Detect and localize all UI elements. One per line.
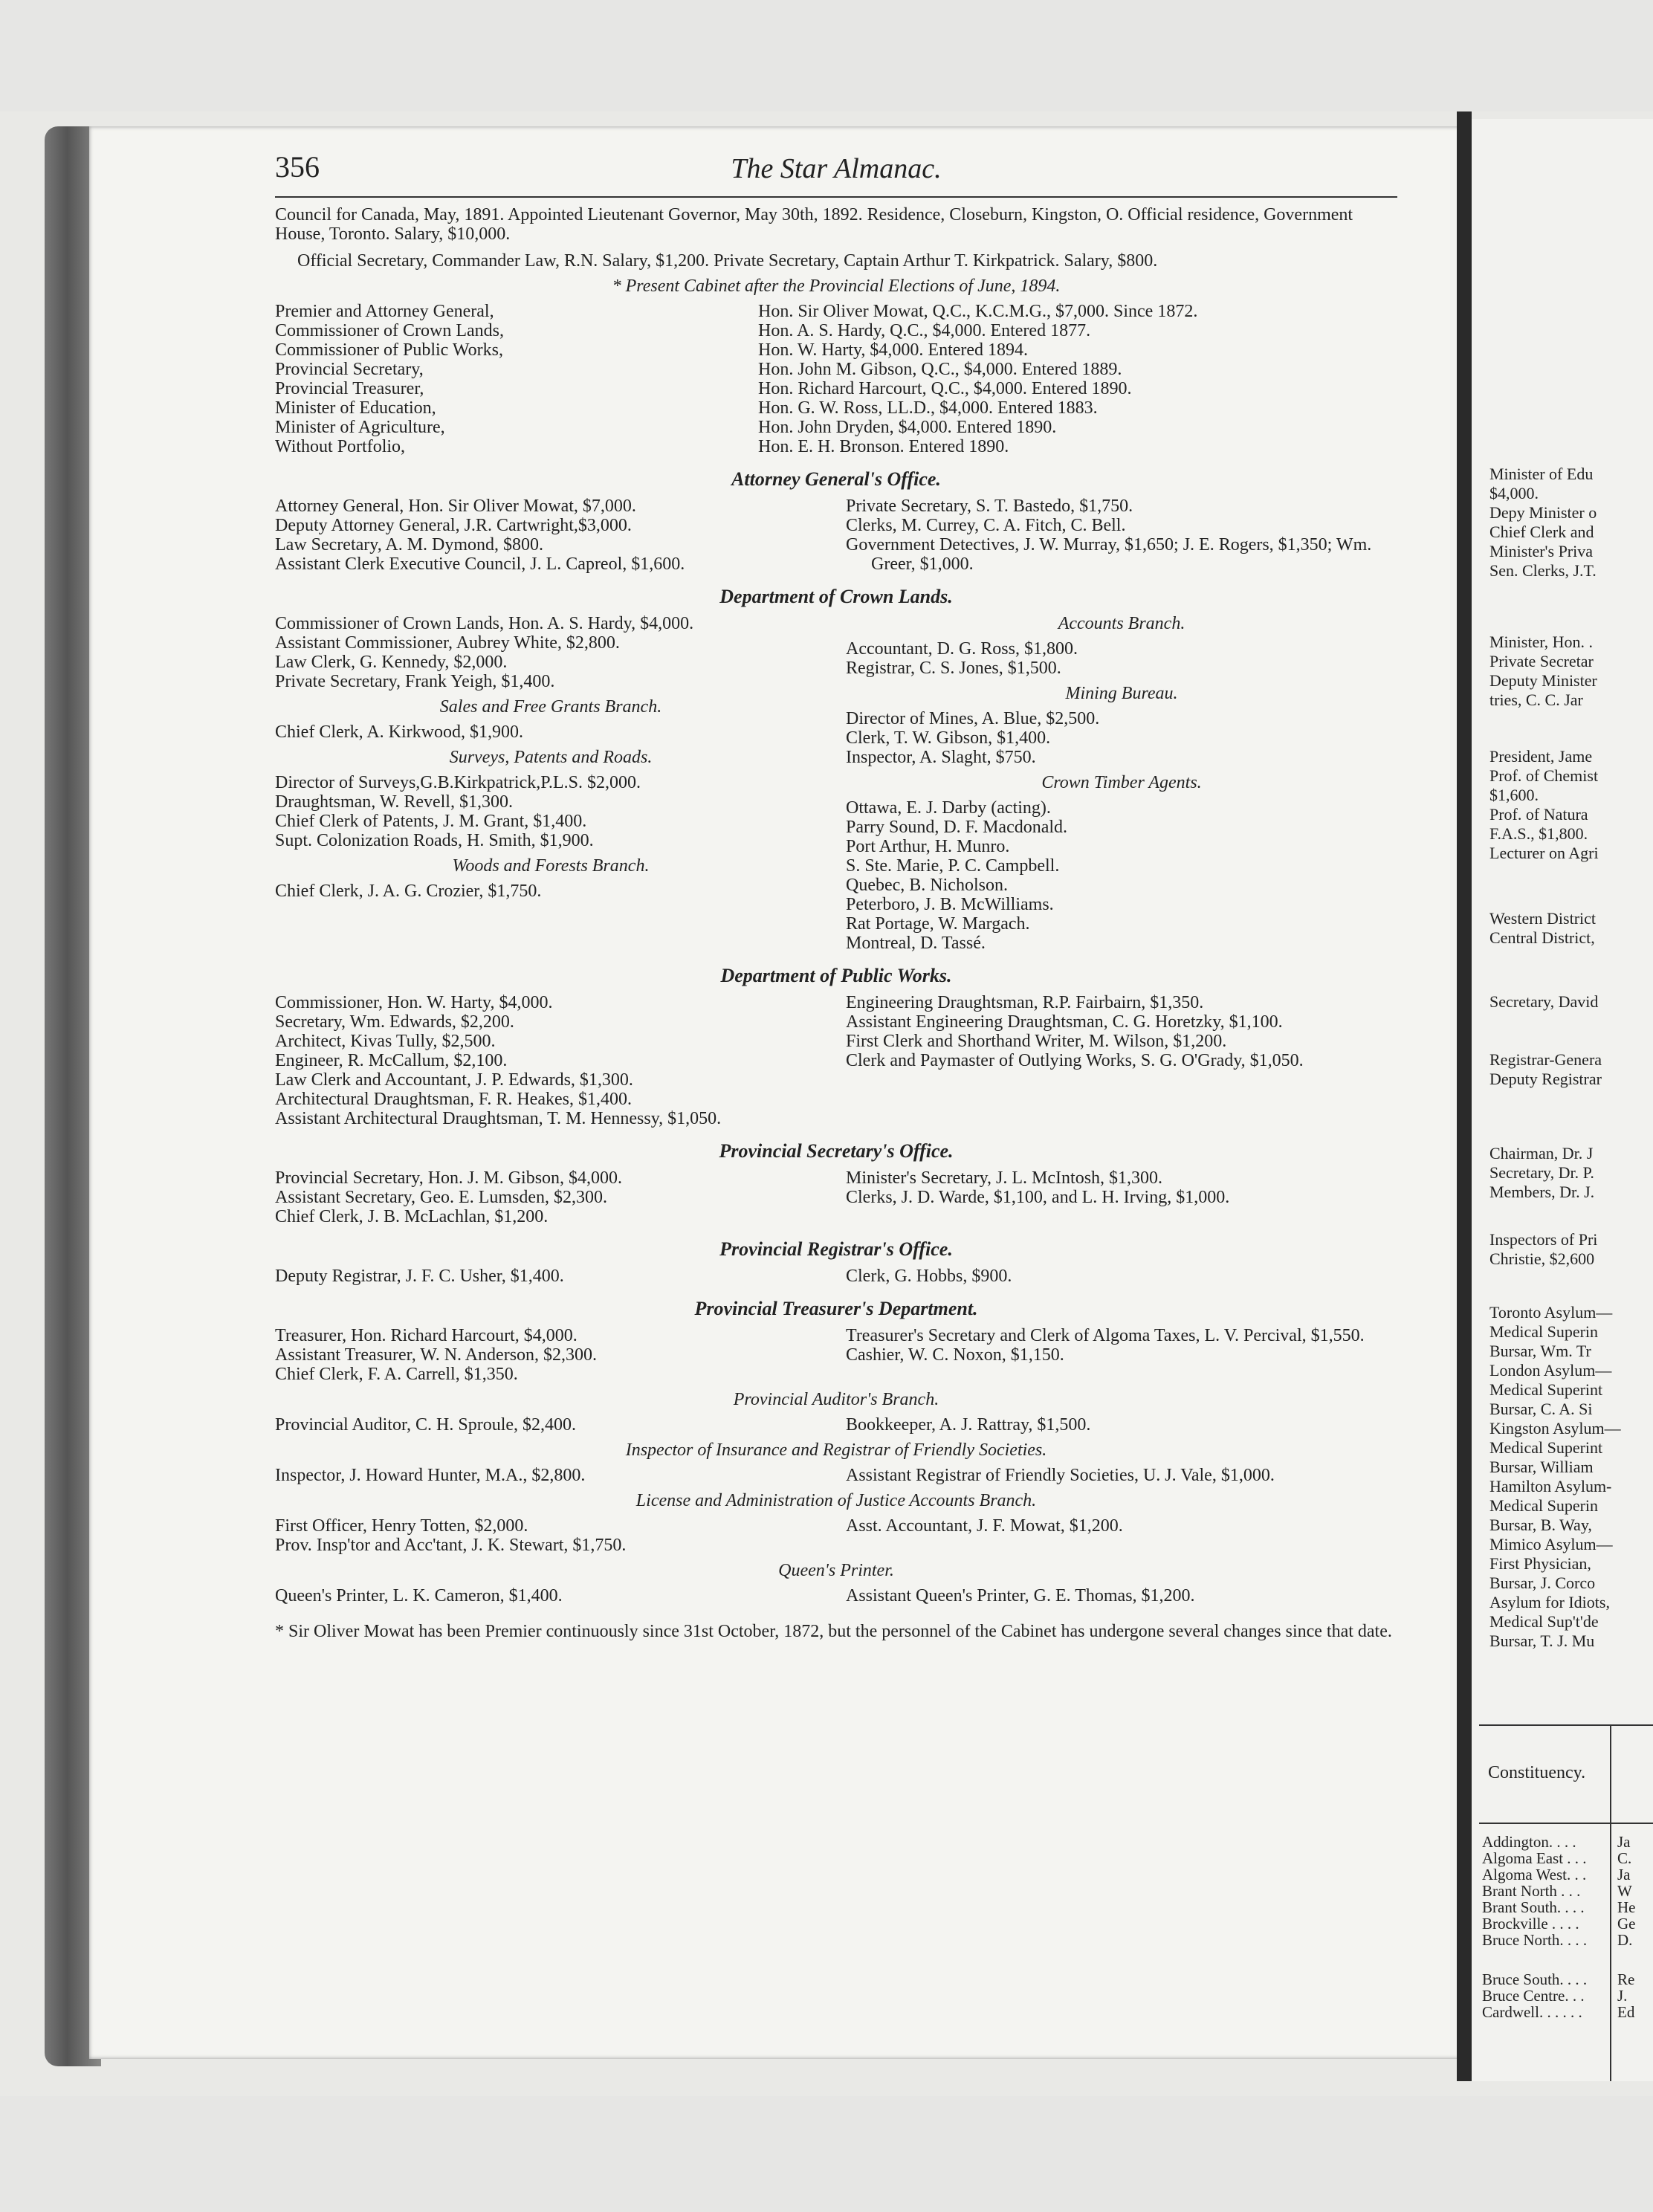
entry-line: S. Ste. Marie, P. C. Campbell. [846, 856, 1060, 876]
right-page-line: Private Secretar [1489, 652, 1594, 670]
right-page-line: Members, Dr. J. [1489, 1183, 1595, 1201]
right-page-line: $1,600. [1489, 786, 1539, 804]
cabinet-row [275, 418, 1397, 437]
entry-line: Quebec, B. Nicholson. [846, 876, 1008, 895]
cabinet-row [275, 321, 1397, 340]
constituency-name: Algoma West. . . [1482, 1866, 1587, 1883]
right-page-line: Toronto Asylum— [1489, 1303, 1613, 1322]
right-page-line: Secretary, David [1489, 992, 1599, 1011]
entry-line: Asst. Accountant, J. F. Mowat, $1,200. [846, 1516, 1123, 1536]
entry-line: Assistant Commissioner, Aubrey White, $2,800. [275, 633, 620, 653]
entry-line: Director of Surveys,G.B.Kirkpatrick,P.L.S. $2,000. [275, 773, 641, 792]
cabinet-row [275, 360, 1397, 379]
accounts-branch-list [846, 639, 1397, 678]
cabinet-holder: Hon. Sir Oliver Mowat, Q.C., K.C.M.G., $7,000. Since 1872. [758, 302, 1198, 321]
timber-agents-title: Crown Timber Agents. [1041, 773, 1202, 792]
right-page-line: Registrar-Genera [1489, 1050, 1602, 1069]
right-page-line: Prof. of Natura [1489, 805, 1588, 824]
right-page-line: Medical Superint [1489, 1438, 1603, 1457]
entry-line: Deputy Registrar, J. F. C. Usher, $1,400. [275, 1267, 564, 1286]
entry-line: Commissioner of Crown Lands, Hon. A. S. Hardy, $4,000. [275, 614, 694, 633]
page-content [275, 149, 1397, 1659]
constituency-name: Bruce Centre. . . [1482, 1987, 1585, 2005]
treasurer-right-col [846, 1326, 1397, 1384]
scan-background-top [0, 0, 1653, 111]
constituency-name: Cardwell. . . . . . [1482, 2003, 1582, 2021]
treasurer-section [275, 1326, 1397, 1384]
entry-line: Assistant Registrar of Friendly Societies, U. J. Vale, $1,000. [846, 1466, 1275, 1485]
entry-line: Clerks, J. D. Warde, $1,100, and L. H. Irving, $1,000. [846, 1188, 1230, 1207]
cabinet-holder: Hon. E. H. Bronson. Entered 1890. [758, 437, 1009, 456]
right-page-line: Mimico Asylum— [1489, 1535, 1613, 1553]
constituency-member: Ge [1617, 1915, 1636, 1933]
right-page-line: Bursar, C. A. Si [1489, 1400, 1593, 1418]
entry-line: Chief Clerk, A. Kirkwood, $1,900. [275, 722, 523, 742]
right-page-fragment [1472, 119, 1653, 2081]
right-page-line: Hamilton Asylum- [1489, 1477, 1612, 1495]
entry-line: Chief Clerk, J. B. McLachlan, $1,200. [275, 1207, 549, 1226]
cabinet-row [275, 379, 1397, 398]
scan-background-bottom [0, 2096, 1653, 2212]
entry-line: Private Secretary, Frank Yeigh, $1,400. [275, 672, 555, 691]
insurance-section [275, 1466, 1397, 1485]
entry-line: Rat Portage, W. Margach. [846, 914, 1030, 934]
entry-line: Bookkeeper, A. J. Rattray, $1,500. [846, 1415, 1091, 1435]
page-header [275, 149, 1397, 198]
cabinet-office: Commissioner of Public Works, [275, 340, 503, 360]
constituency-name: Brant North . . . [1482, 1882, 1581, 1900]
entry-line: Assistant Engineering Draughtsman, C. G. Horetzky, $1,100. [846, 1012, 1283, 1032]
entry-line: Deputy Attorney General, J.R. Cartwright,$3,000. [275, 516, 632, 535]
constituency-name: Bruce North. . . . [1482, 1931, 1588, 1949]
right-page-line: Medical Superint [1489, 1380, 1603, 1399]
auditor-left-col [275, 1415, 826, 1435]
section-title-treasurer: Provincial Treasurer's Department. [694, 1298, 978, 1319]
printer-right-col [846, 1586, 1397, 1605]
cabinet-holder: Hon. A. S. Hardy, Q.C., $4,000. Entered 1877. [758, 321, 1091, 340]
entry-line: Director of Mines, A. Blue, $2,500. [846, 709, 1100, 728]
prov-secretary-left-col [275, 1168, 826, 1226]
entry-line: Assistant Queen's Printer, G. E. Thomas, $1,200. [846, 1586, 1195, 1605]
accounts-branch-title: Accounts Branch. [1058, 614, 1185, 633]
right-page-line: Central District, [1489, 928, 1595, 947]
license-section [275, 1516, 1397, 1555]
entry-line: Cashier, W. C. Noxon, $1,150. [846, 1345, 1064, 1365]
entry-line: Inspector, J. Howard Hunter, M.A., $2,800. [275, 1466, 586, 1485]
right-page-line: London Asylum— [1489, 1361, 1612, 1380]
entry-line: Draughtsman, W. Revell, $1,300. [275, 792, 513, 812]
entry-line: Assistant Treasurer, W. N. Anderson, $2,300. [275, 1345, 598, 1365]
right-page-line: Minister, Hon. . [1489, 633, 1594, 651]
right-page-line: Prof. of Chemist [1489, 766, 1599, 785]
entry-line: Attorney General, Hon. Sir Oliver Mowat, $7,000. [275, 497, 636, 516]
right-page-line: Inspectors of Pri [1489, 1230, 1598, 1249]
entry-line: Government Detectives, J. W. Murray, $1,650; J. E. Rogers, $1,350; Wm. Greer, $1,000. [846, 535, 1372, 574]
constituency-member: Ja [1617, 1866, 1631, 1883]
entry-line: Treasurer's Secretary and Clerk of Algoma Taxes, L. V. Percival, $1,550. [846, 1326, 1365, 1345]
entry-line: Assistant Architectural Draughtsman, T. M. Hennessy, $1,050. [275, 1109, 722, 1128]
running-title: The Star Almanac. [731, 153, 942, 184]
section-title-insurance: Inspector of Insurance and Registrar of Friendly Societies. [625, 1440, 1047, 1460]
mining-bureau-title: Mining Bureau. [1065, 684, 1178, 703]
table-column-rule [1610, 1726, 1611, 2081]
entry-line: Assistant Secretary, Geo. E. Lumsden, $2,300. [275, 1188, 608, 1207]
right-page-line: Medical Superin [1489, 1322, 1599, 1341]
entry-line: First Officer, Henry Totten, $2,000. [275, 1516, 528, 1536]
entry-line: Provincial Secretary, Hon. J. M. Gibson, $4,000. [275, 1168, 623, 1188]
cabinet-office: Commissioner of Crown Lands, [275, 321, 504, 340]
entry-line: Clerks, M. Currey, C. A. Fitch, C. Bell. [846, 516, 1126, 535]
entry-line: Chief Clerk, J. A. G. Crozier, $1,750. [275, 882, 542, 901]
crown-lands-left-col [275, 614, 826, 953]
footnote: * Sir Oliver Mowat has been Premier continuously since 31st October, 1872, but the personnel of the Cabinet has undergone several changes since that date. [275, 1622, 1392, 1641]
right-page-line: Chairman, Dr. J [1489, 1144, 1594, 1162]
entry-line: Chief Clerk, F. A. Carrell, $1,350. [275, 1365, 518, 1384]
constituency-name: Addington. . . . [1482, 1833, 1576, 1851]
entry-line: Engineer, R. McCallum, $2,100. [275, 1051, 508, 1070]
intro-paragraph-1: Council for Canada, May, 1891. Appointed Lieutenant Governor, May 30th, 1892. Residence, Closeburn, Kingston, O. Official residence, Government House, Toronto. Salary, $10,000. [275, 205, 1353, 244]
cabinet-row [275, 398, 1397, 418]
cabinet-holder: Hon. John M. Gibson, Q.C., $4,000. Entered 1889. [758, 360, 1122, 379]
entry-line: Ottawa, E. J. Darby (acting). [846, 798, 1051, 818]
right-page-line: Medical Sup't'de [1489, 1612, 1599, 1631]
entry-line: Provincial Auditor, C. H. Sproule, $2,400. [275, 1415, 577, 1435]
entry-line: Port Arthur, H. Munro. [846, 837, 1010, 856]
cabinet-holder: Hon. Richard Harcourt, Q.C., $4,000. Entered 1890. [758, 379, 1132, 398]
right-page-line: Secretary, Dr. P. [1489, 1163, 1594, 1182]
constituency-name: Brockville . . . . [1482, 1915, 1579, 1933]
insurance-right-col [846, 1466, 1397, 1485]
public-works-left-col [275, 993, 826, 1128]
right-page-line: Depy Minister o [1489, 503, 1597, 522]
cabinet-office: Minister of Education, [275, 398, 436, 418]
constituency-member: C. [1617, 1849, 1632, 1867]
constituency-member: W [1617, 1882, 1632, 1900]
auditor-right-col [846, 1415, 1397, 1435]
entry-line: Secretary, Wm. Edwards, $2,200. [275, 1012, 514, 1032]
entry-line: Architect, Kivas Tully, $2,500. [275, 1032, 496, 1051]
crown-lands-section [275, 614, 1397, 953]
entry-line: Minister's Secretary, J. L. McIntosh, $1,300. [846, 1168, 1163, 1188]
prov-secretary-right-col [846, 1168, 1397, 1226]
entry-line: Supt. Colonization Roads, H. Smith, $1,900. [275, 831, 594, 850]
cabinet-office: Minister of Agriculture, [275, 418, 445, 437]
right-page-line: Sen. Clerks, J.T. [1489, 561, 1597, 580]
right-page-line: Deputy Minister [1489, 671, 1597, 690]
entry-line: Queen's Printer, L. K. Cameron, $1,400. [275, 1586, 563, 1605]
right-page-line: Bursar, Wm. Tr [1489, 1342, 1591, 1360]
public-works-right-col [846, 993, 1397, 1128]
table-header-constituency: Constituency. [1488, 1763, 1586, 1782]
entry-line: Commissioner, Hon. W. Harty, $4,000. [275, 993, 553, 1012]
printer-section [275, 1586, 1397, 1605]
license-left-col [275, 1516, 826, 1555]
intro-paragraph-2: Official Secretary, Commander Law, R.N. Salary, $1,200. Private Secretary, Captain Arthur T. Kirkpatrick. Salary, $800. [297, 251, 1158, 271]
right-page-line: Western District [1489, 909, 1597, 928]
crown-lands-officers [275, 614, 826, 691]
entry-line: Clerk and Paymaster of Outlying Works, S. G. O'Grady, $1,050. [846, 1051, 1304, 1070]
cabinet-holder: Hon. W. Harty, $4,000. Entered 1894. [758, 340, 1029, 360]
cabinet-title: * Present Cabinet after the Provincial Elections of June, 1894. [612, 276, 1061, 296]
entry-line: Private Secretary, S. T. Bastedo, $1,750. [846, 497, 1133, 516]
registrar-right-col [846, 1267, 1397, 1286]
timber-agents-list [846, 798, 1397, 953]
section-title-license: License and Administration of Justice Accounts Branch. [635, 1491, 1037, 1510]
section-title-prov-secretary: Provincial Secretary's Office. [719, 1140, 954, 1162]
attorney-right-col [846, 497, 1397, 574]
constituency-member: He [1617, 1898, 1636, 1916]
entry-line: Accountant, D. G. Ross, $1,800. [846, 639, 1078, 659]
right-page-line: First Physician, [1489, 1554, 1591, 1573]
surveys-branch-title: Surveys, Patents and Roads. [449, 748, 653, 767]
constituency-table [1479, 1724, 1653, 2081]
section-title-attorney: Attorney General's Office. [731, 468, 941, 490]
entry-line: Chief Clerk of Patents, J. M. Grant, $1,400. [275, 812, 587, 831]
section-title-auditor: Provincial Auditor's Branch. [733, 1390, 939, 1409]
registrar-section [275, 1267, 1397, 1286]
entry-line: Treasurer, Hon. Richard Harcourt, $4,000. [275, 1326, 578, 1345]
cabinet-list [275, 302, 1397, 456]
right-page-line: Chief Clerk and [1489, 523, 1594, 541]
book-gutter [1457, 111, 1472, 2081]
sales-branch-list [275, 722, 826, 742]
section-title-printer: Queen's Printer. [778, 1561, 894, 1580]
entry-line: Montreal, D. Tassé. [846, 934, 986, 953]
cabinet-office: Provincial Secretary, [275, 360, 424, 379]
entry-line: Architectural Draughtsman, F. R. Heakes, $1,400. [275, 1090, 632, 1109]
entry-line: Prov. Insp'tor and Acc'tant, J. K. Stewart, $1,750. [275, 1536, 627, 1555]
right-page-line: F.A.S., $1,800. [1489, 824, 1588, 843]
right-page-line: tries, C. C. Jar [1489, 691, 1583, 709]
right-page-line: Bursar, T. J. Mu [1489, 1631, 1595, 1650]
right-page-line: Asylum for Idiots, [1489, 1593, 1610, 1611]
mining-bureau-list [846, 709, 1397, 767]
cabinet-row [275, 437, 1397, 456]
right-page-line: Minister's Priva [1489, 542, 1594, 560]
constituency-name: Brant South. . . . [1482, 1898, 1585, 1916]
entry-line: Parry Sound, D. F. Macdonald. [846, 818, 1068, 837]
cabinet-holder: Hon. G. W. Ross, LL.D., $4,000. Entered 1883. [758, 398, 1098, 418]
entry-line: Clerk, T. W. Gibson, $1,400. [846, 728, 1051, 748]
entry-line: Registrar, C. S. Jones, $1,500. [846, 659, 1061, 678]
prov-secretary-section [275, 1168, 1397, 1226]
right-page-line: Bursar, William [1489, 1458, 1594, 1476]
right-page-line: Kingston Asylum— [1489, 1419, 1621, 1438]
attorney-section [275, 497, 1397, 574]
entry-line: Inspector, A. Slaght, $750. [846, 748, 1036, 767]
license-right-col [846, 1516, 1397, 1555]
constituency-member: J. [1617, 1987, 1628, 2005]
constituency-member: D. [1617, 1931, 1633, 1949]
right-page-line: Christie, $2,600 [1489, 1249, 1595, 1268]
entry-line: Law Secretary, A. M. Dymond, $800. [275, 535, 544, 554]
cabinet-office: Provincial Treasurer, [275, 379, 424, 398]
woods-branch-title: Woods and Forests Branch. [452, 856, 650, 876]
entry-line: Assistant Clerk Executive Council, J. L. Capreol, $1,600. [275, 554, 685, 574]
section-title-registrar: Provincial Registrar's Office. [719, 1238, 953, 1260]
entry-line: Clerk, G. Hobbs, $900. [846, 1267, 1012, 1286]
right-page-line: Bursar, J. Corco [1489, 1574, 1596, 1592]
cabinet-row [275, 302, 1397, 321]
public-works-section [275, 993, 1397, 1128]
right-page-line: $4,000. [1489, 484, 1539, 502]
constituency-member: Ed [1617, 2003, 1635, 2021]
section-title-crown-lands: Department of Crown Lands. [719, 586, 953, 607]
sales-branch-title: Sales and Free Grants Branch. [439, 697, 662, 717]
printer-left-col [275, 1586, 826, 1605]
right-page-line: Bursar, B. Way, [1489, 1516, 1592, 1534]
cabinet-office: Without Portfolio, [275, 437, 406, 456]
constituency-name: Algoma East . . . [1482, 1849, 1587, 1867]
right-page-line: Medical Superin [1489, 1496, 1599, 1515]
insurance-left-col [275, 1466, 826, 1485]
section-title-public-works: Department of Public Works. [720, 965, 952, 986]
entry-line: Law Clerk, G. Kennedy, $2,000. [275, 653, 508, 672]
registrar-left-col [275, 1267, 826, 1286]
cabinet-holder: Hon. John Dryden, $4,000. Entered 1890. [758, 418, 1057, 437]
page-number: 356 [275, 150, 320, 184]
cabinet-row [275, 340, 1397, 360]
right-page-line: Deputy Registrar [1489, 1070, 1602, 1088]
right-page-line: Lecturer on Agri [1489, 844, 1599, 862]
constituency-member: Re [1617, 1970, 1635, 1988]
right-page-line: Minister of Edu [1489, 465, 1594, 483]
entry-line: Law Clerk and Accountant, J. P. Edwards, $1,300. [275, 1070, 633, 1090]
right-page-line: President, Jame [1489, 747, 1593, 766]
treasurer-left-col [275, 1326, 826, 1384]
attorney-left-col [275, 497, 826, 574]
entry-line: First Clerk and Shorthand Writer, M. Wilson, $1,200. [846, 1032, 1227, 1051]
table-header-rule [1479, 1823, 1653, 1824]
surveys-branch-list [275, 773, 826, 850]
auditor-section [275, 1415, 1397, 1435]
cabinet-office: Premier and Attorney General, [275, 302, 494, 321]
entry-line: Peterboro, J. B. McWilliams. [846, 895, 1054, 914]
constituency-member: Ja [1617, 1833, 1631, 1851]
woods-branch-list [275, 882, 826, 901]
crown-lands-right-col [846, 614, 1397, 953]
constituency-name: Bruce South. . . . [1482, 1970, 1588, 1988]
entry-line: Engineering Draughtsman, R.P. Fairbairn, $1,350. [846, 993, 1204, 1012]
